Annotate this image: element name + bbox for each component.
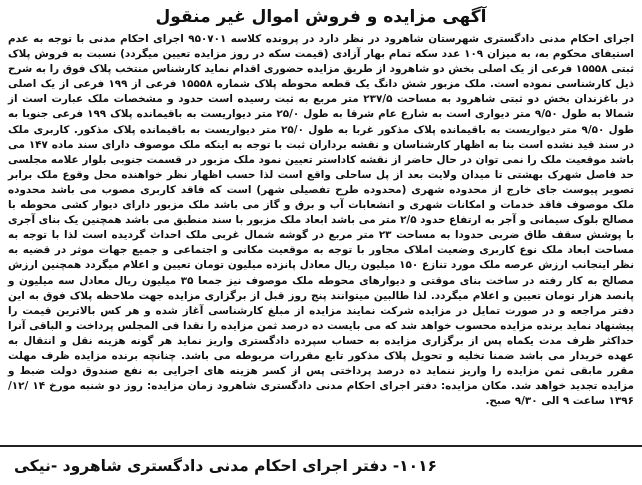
footer-signature: ۱۰۱۶- دفتر اجرای احکام مدنی دادگستری شاهرود -نیکی <box>14 457 437 475</box>
notice-title: آگهی مزایده و فروش اموال غیر منقول <box>155 7 487 27</box>
notice-body: اجرای احکام مدنی دادگستری شهرستان شاهرود در نظر دارد در پرونده کلاسه ۹۵۰۷۰۱ اجرای احکام مدنی با توجه به عدم استیفای محکوم به، به میزان ۱۰۹ عدد سکه تمام بهار آزادی (قیمت سکه در روز مزایده تعیین میگردد) نسبت به فروش پلاک ثبتی ۱۵۵۵۸ فرعی از یک اصلی بخش دو شاهرود از طریق مزایده حضوری اقدام نماید کارشناس منتخب پلاک فوق را به شرح ذیل کارشناسی نموده است. ملک مزبور شش دانگ یک قطعه محوطه پلاک شماره ۱۵۵۵۸ فرعی از ۱۹۹ فرعی از یک اصلی در باغزندان بخش دو ثبتی شاهرود به مساحت ۲۳۷/۵ متر مربع به ثبت رسیده است حدود و مشخصات ملک عبارت است از شمالا به طول ۹/۵۰ متر دیواری است به شارع عام شرقا به طول ۲۵/۰ متر دیواریست به باقیمانده پلاک ۱۹۹ فرعی جنوبا به طول ۹/۵۰ متر دیواریست به باقیمانده پلاک مذکور غربا به طول ۲۵/۰ متر دیواریست به باقیمانده پلاک مذکور. کاربری ملک در سند قید نشده است بنا به اظهار کارشناسان و نقشه برداران ثبت با توجه به اینکه ملک موصوف دارای سند ماده ۱۴۷ می باشد موقعیت ملک را نمی توان در حال حاضر از نقشه کاداستر تعیین نمود ملک مزبور در قسمت جنوبی بلوار علامه مجلسی حد فاصل شهرک بهشتی تا میدان ولایت بعد از پل ساحلی واقع است لذا حسب اظهار نظر خواهنده محل وقوع ملک برابر تصویر پیوست جای خارج از محدوده شهری (محدوده طرح تفصیلی شهر) است که فاقد کاربری مصوب می باشد محدوده ملک موصوف فاقد خدمات و امکانات شهری و انشعابات آب و برق و گاز می باشد ملک مزبور دارای دیوار کشی محوطه با مصالح بلوک سیمانی و آجر به ارتفاع حدود ۲/۵ متر می باشد ابعاد ملک مزبور با سند منطبق می باشد همچنین یک بنای آجری با پوشش سقف طاق ضربی حدودا به مساحت ۲۳ متر مربع در گوشه شمال غربی ملک احداث گردیده است لذا با توجه به مساحت ابعاد ملک نوع کاربری وضعیت املاک مجاور با توجه به موقعیت مکانی و اجتماعی و جمیع جهات موثر در قضیه به نظر اینجانب ارزش عرصه ملک مورد تنازع ۱۵۰ میلیون ریال معادل پانزده میلیون تومان تعیین و اعلام میگردد همچنین ارزش مصالح به کار رفته در ساخت بنای موقتی و دیوارهای محوطه ملک موصوف نیز جمعا ۳۵ میلیون ریال معادل سه میلیون و پانصد هزار تومان تعیین و اعلام میگردد. لذا طالبین میتوانند پنج روز قبل از برگزاری مزایده جهت ملاحظه پلاک فوق به این دفتر مراجعه و در صورت تمایل در مزایده شرکت نمایند مزایده از مبلغ کارشناسی آغاز شده و هر کس بالاترین قیمت را پیشنهاد نماید برنده مزایده محسوب خواهد شد که می بایست ده درصد ثمن مزایده را نقدا فی المجلس پرداخت و الباقی آنرا حداکثر ظرف مدت یکماه پس از برگزاری مزایده به حساب سپرده دادگستری واریز نماید هر گونه هزینه نقل و انتقال به عهده خریدار می باشد ضمنا تخلیه و تحویل پلاک مذکور تابع مقررات مربوطه می باشد. چنانچه برنده مزایده ظرف مهلت مقرر مابقی ثمن مزایده را واریز ننماید ده درصد پرداختی پس از کسر هزینه های اجرایی به نفع صندوق دولت ضبط و مزایده تجدید خواهد شد. مکان مزایده: دفتر اجرای احکام مدنی دادگستری شاهرود زمان مزایده: روز دو شنبه مورخ ۱۴ /۱۲/ ۱۳۹۶ ساعت ۹ الی ۹/۳۰ صبح. <box>8 33 635 408</box>
notice-footer <box>0 445 642 485</box>
